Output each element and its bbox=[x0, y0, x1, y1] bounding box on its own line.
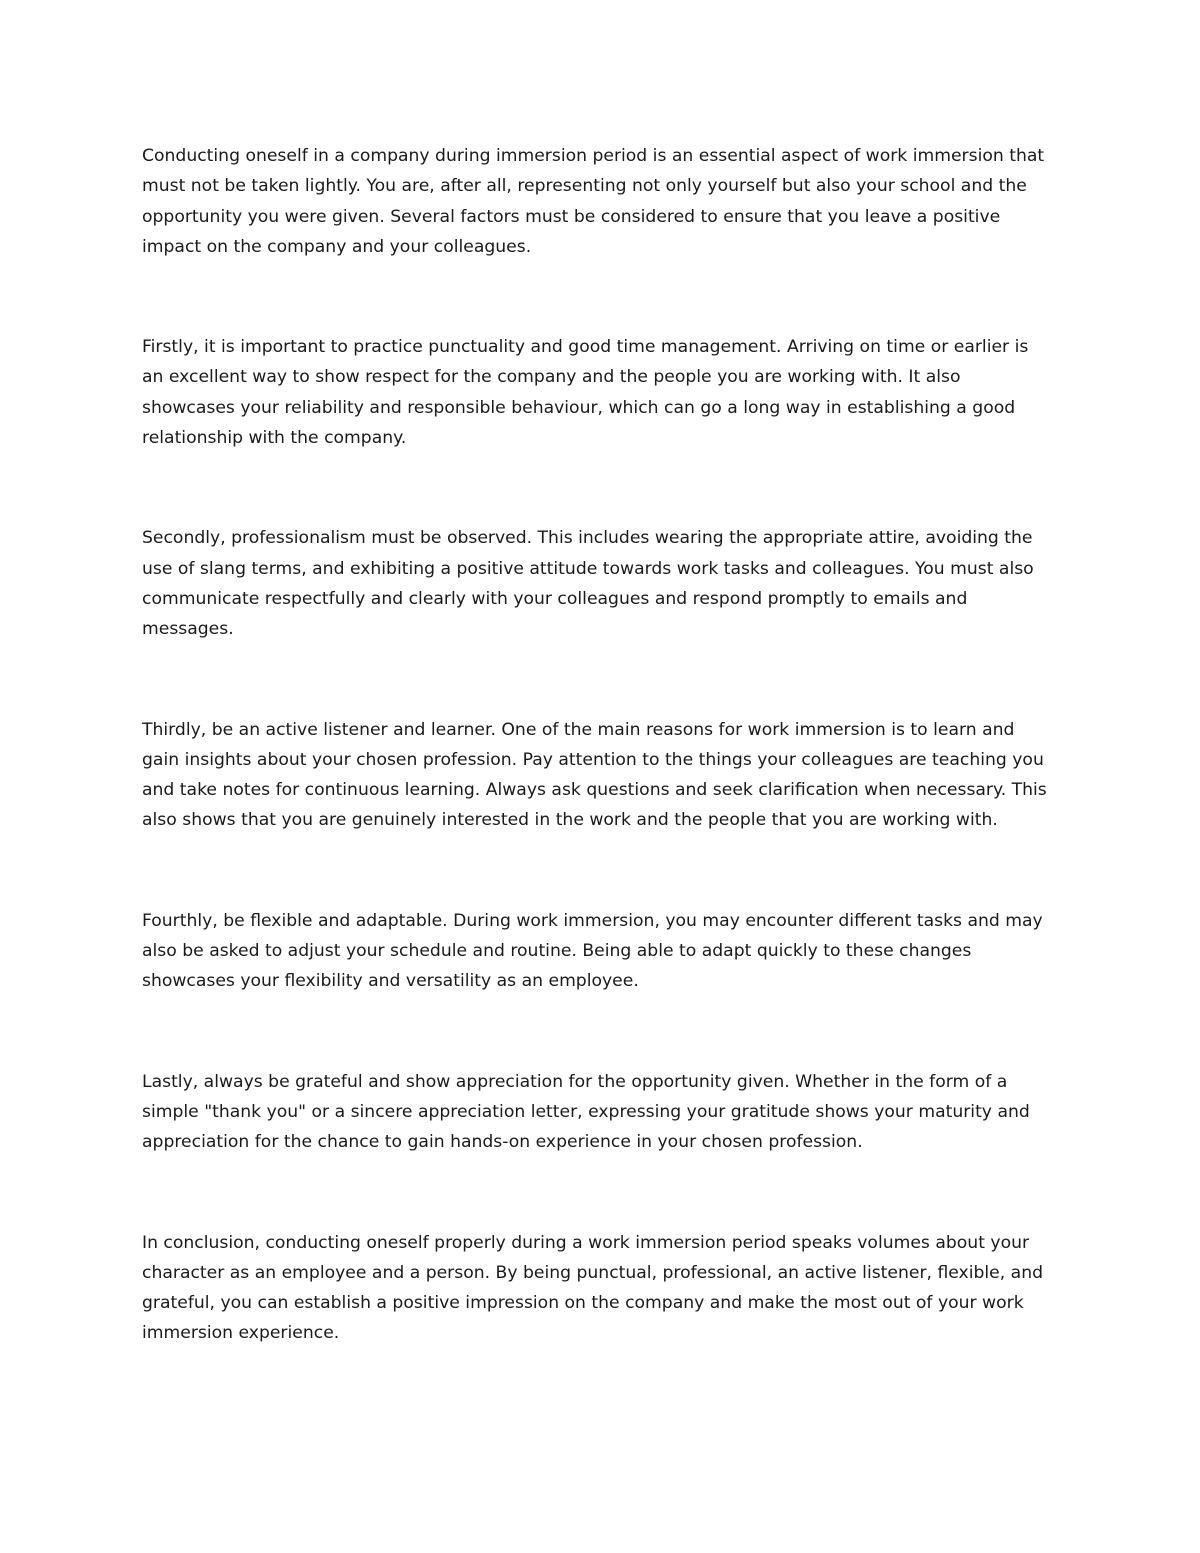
text-line: relationship with the company. bbox=[142, 428, 407, 449]
text-line: appreciation for the chance to gain hands-on experience in your chosen profession. bbox=[142, 1132, 863, 1153]
text-line: messages. bbox=[142, 619, 234, 640]
paragraph-flexibility bbox=[142, 906, 1062, 997]
text-line: also shows that you are genuinely interested in the work and the people that you are working with. bbox=[142, 810, 998, 831]
paragraph-gratitude bbox=[142, 1067, 1062, 1158]
text-line: character as an employee and a person. By being punctual, professional, an active listener, flexible, and bbox=[142, 1262, 1044, 1283]
text-line: Firstly, it is important to practice punctuality and good time management. Arriving on time or earlier is bbox=[142, 337, 1029, 358]
text-line: showcases your flexibility and versatility as an employee. bbox=[142, 971, 639, 992]
paragraph-professionalism bbox=[142, 523, 1062, 644]
text-line: gain insights about your chosen profession. Pay attention to the things your colleagues are teaching you bbox=[142, 749, 1044, 770]
text-line: an excellent way to show respect for the company and the people you are working with. It also bbox=[142, 367, 961, 388]
text-line: showcases your reliability and responsible behaviour, which can go a long way in establishing a good bbox=[142, 397, 1016, 418]
text-line: communicate respectfully and clearly with your colleagues and respond promptly to emails and bbox=[142, 588, 968, 609]
text-line: also be asked to adjust your schedule and routine. Being able to adapt quickly to these changes bbox=[142, 941, 972, 962]
text-line: Thirdly, be an active listener and learner. One of the main reasons for work immersion is to learn and bbox=[142, 719, 1015, 740]
text-line: immersion experience. bbox=[142, 1323, 340, 1344]
text-line: Secondly, professionalism must be observed. This includes wearing the appropriate attire, avoiding the bbox=[142, 528, 1033, 549]
paragraph-conclusion bbox=[142, 1228, 1062, 1349]
text-line: and take notes for continuous learning. Always ask questions and seek clarification when necessary. This bbox=[142, 780, 1047, 801]
text-line: impact on the company and your colleagues. bbox=[142, 236, 532, 257]
paragraph-intro bbox=[142, 141, 1062, 262]
text-line: Conducting oneself in a company during immersion period is an essential aspect of work immersion that bbox=[142, 146, 1045, 166]
text-line: use of slang terms, and exhibiting a positive attitude towards work tasks and colleagues. You must also bbox=[142, 558, 1034, 579]
text-line: In conclusion, conducting oneself properly during a work immersion period speaks volumes about your bbox=[142, 1232, 1030, 1253]
text-line: simple "thank you" or a sincere appreciation letter, expressing your gratitude shows your maturity and bbox=[142, 1101, 1030, 1122]
text-line: must not be taken lightly. You are, after all, representing not only yourself but also your school and the bbox=[142, 176, 1027, 197]
text-line: Lastly, always be grateful and show appreciation for the opportunity given. Whether in the form of a bbox=[142, 1071, 1008, 1092]
paragraph-punctuality bbox=[142, 332, 1062, 453]
text-line: grateful, you can establish a positive impression on the company and make the most out of your work bbox=[142, 1293, 1024, 1314]
text-line: Fourthly, be flexible and adaptable. During work immersion, you may encounter different tasks and may bbox=[142, 910, 1043, 931]
document-body bbox=[142, 141, 1062, 1419]
paragraph-active-listener bbox=[142, 715, 1062, 836]
text-line: opportunity you were given. Several factors must be considered to ensure that you leave a positive bbox=[142, 206, 1001, 227]
